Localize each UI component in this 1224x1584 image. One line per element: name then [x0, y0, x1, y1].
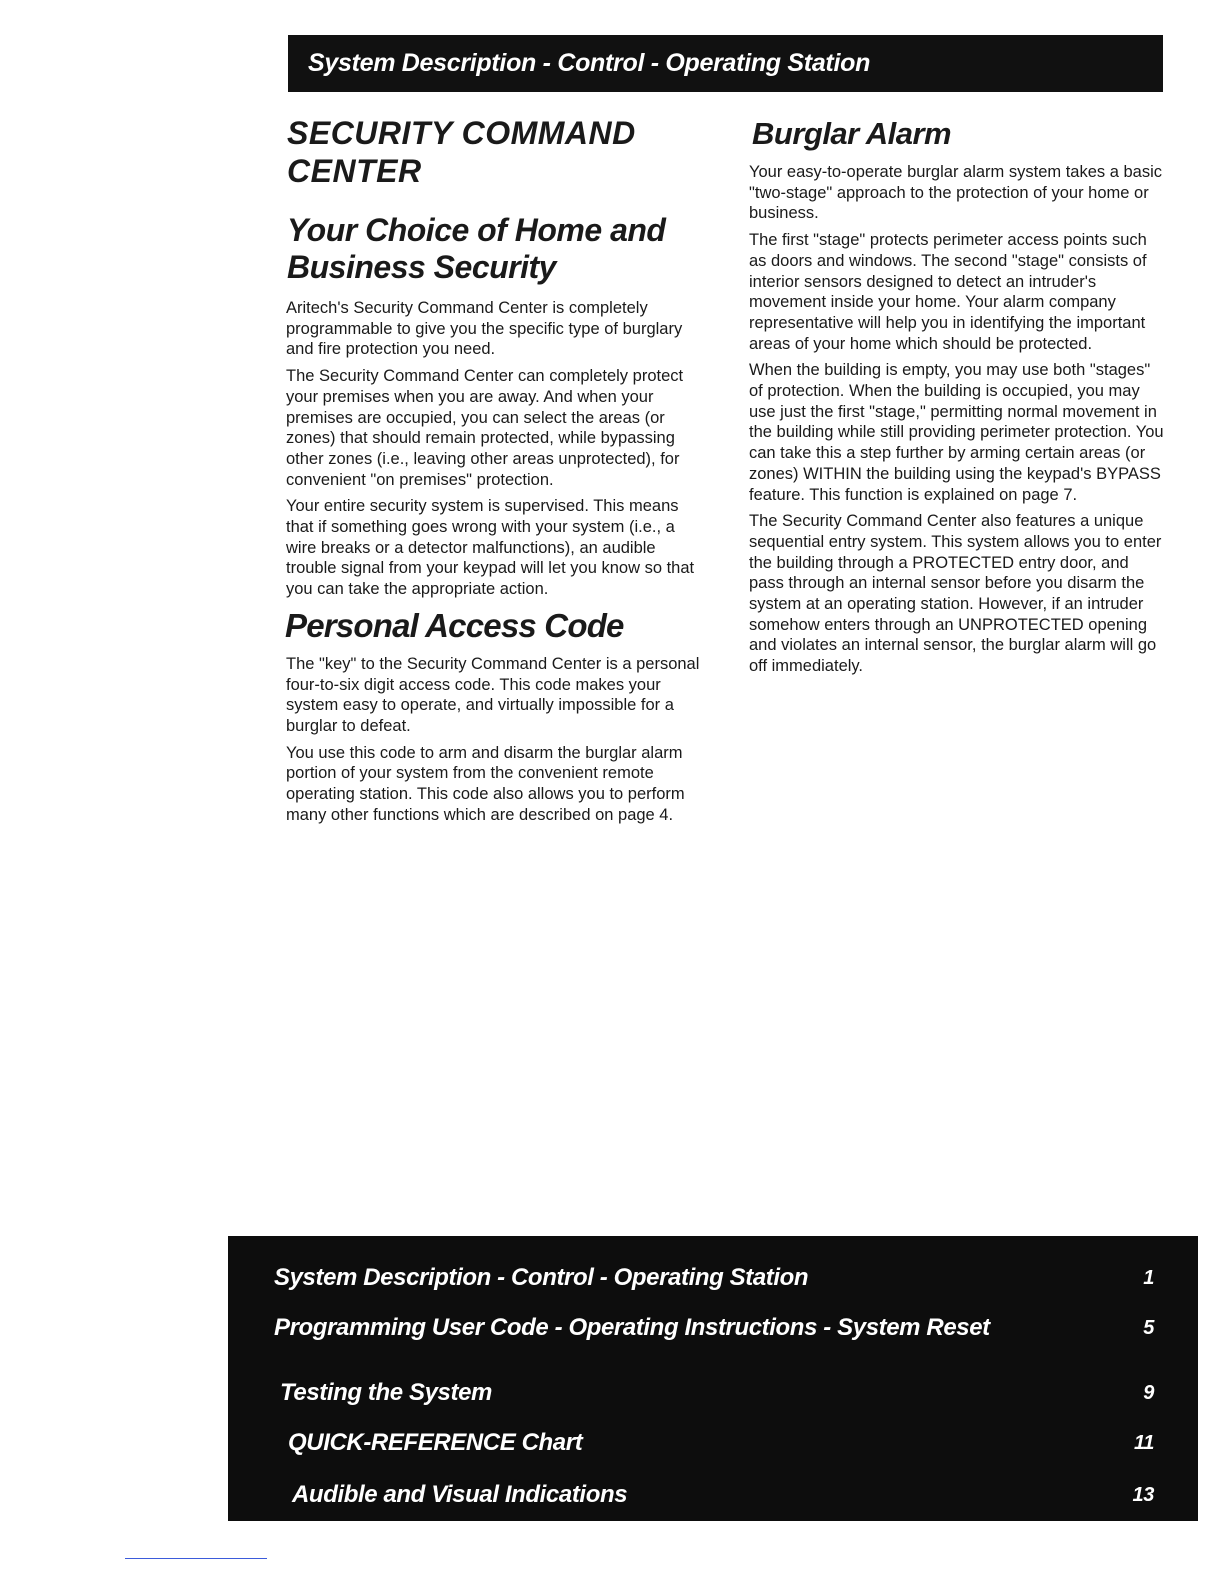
toc-item-page: 5	[1143, 1316, 1154, 1339]
toc-item-page: 11	[1134, 1431, 1154, 1454]
toc-item-title: Testing the System	[280, 1379, 492, 1406]
main-title: SECURITY COMMAND CENTER	[287, 115, 636, 189]
toc-item-page: 13	[1132, 1483, 1154, 1506]
access-paragraph-1: The "key" to the Security Command Center is a personal four-to-six digit access code. This code makes your system easy to operate, and virtually impossible for a burglar to defeat.	[286, 654, 700, 735]
toc-item[interactable]	[292, 1481, 1154, 1509]
access-paragraph-2: You use this code to arm and disarm the burglar alarm portion of your system from the convenient remote operating station. This code also allows you to perform many other functions which are described on page 4.	[286, 743, 685, 824]
intro-paragraph-3: Your entire security system is supervised. This means that if something goes wrong with your system (i.e., a wire breaks or a detector malfunctions), an audible trouble signal from your keypad will let you know so that you can take the appropriate action.	[286, 497, 695, 599]
toc-item-title: System Description - Control - Operating Station	[274, 1264, 809, 1291]
intro-paragraph-2: The Security Command Center can completely protect your premises when you are away. And when your premises are occupied, you can select the areas (or zones) that should remain protected, while bypassing other zones (i.e., leaving other areas unprotected), for convenient "on premises" protection.	[286, 367, 684, 489]
toc-item-page: 1	[1143, 1266, 1154, 1289]
subtitle: Your Choice of Home and Business Security	[287, 212, 666, 285]
toc-item[interactable]	[280, 1379, 1154, 1407]
toc-item[interactable]	[274, 1314, 1154, 1342]
toc-item-page: 9	[1143, 1381, 1154, 1404]
access-code-heading: Personal Access Code	[285, 606, 624, 644]
burglar-paragraph-2: The first "stage" protects perimeter access points such as doors and windows. The second "stage" consists of interior sensors designed to detect an intruder's movement inside your home. Your alarm company representative will help you in identifying the important areas of your home which should be protected.	[749, 231, 1147, 353]
toc-item[interactable]	[274, 1264, 1154, 1292]
toc-item[interactable]	[288, 1429, 1154, 1457]
burglar-paragraph-4: The Security Command Center also features a unique sequential entry system. This system allows you to enter the building through a PROTECTED entry door, and pass through an internal sensor before you disarm the system at an operating station. However, if an intruder somehow enters through an UNPROTECTED opening and violates an internal sensor, the burglar alarm will go off immediately.	[749, 512, 1162, 676]
footer-rule	[125, 1558, 267, 1559]
toc-item-title: Programming User Code - Operating Instructions - System Reset	[274, 1314, 990, 1341]
header-title: System Description - Control - Operating Station	[308, 49, 871, 77]
header-bar	[288, 35, 1163, 92]
burglar-alarm-heading: Burglar Alarm	[752, 116, 952, 151]
toc-item-title: Audible and Visual Indications	[292, 1481, 628, 1508]
burglar-paragraph-3: When the building is empty, you may use both "stages" of protection. When the building is occupied, you may use just the first "stage," permitting normal movement in the building while still providing perimeter protection. You can take this a step further by arming certain areas (or zones) WITHIN the building using the keypad's BYPASS feature. This function is explained on page 7.	[749, 361, 1164, 504]
intro-paragraph-1: Aritech's Security Command Center is completely programmable to give you the specific type of burglary and fire protection you need.	[286, 299, 683, 359]
burglar-paragraph-1: Your easy-to-operate burglar alarm system takes a basic "two-stage" approach to the protection of your home or business.	[749, 163, 1162, 223]
table-of-contents	[228, 1236, 1198, 1521]
toc-item-title: QUICK-REFERENCE Chart	[288, 1429, 583, 1456]
right-column	[746, 114, 1166, 683]
left-column	[283, 114, 703, 831]
